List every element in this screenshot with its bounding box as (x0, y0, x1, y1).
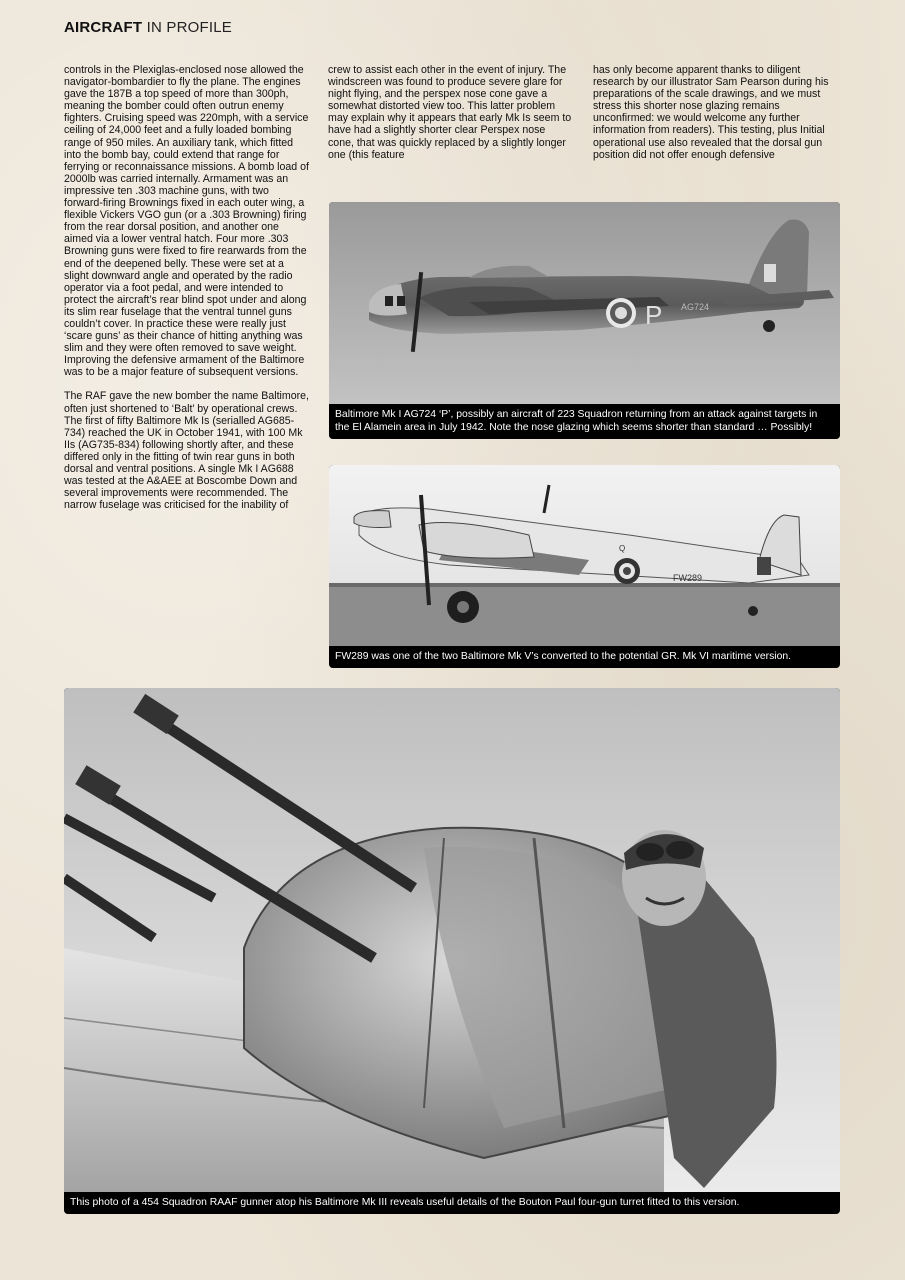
photo-caption: This photo of a 454 Squadron RAAF gunner atop his Baltimore Mk III reveals useful details of the Bouton Paul four-gun turret fitted to this version. (64, 1192, 840, 1214)
body-paragraph: has only become apparent thanks to diligent research by our illustrator Sam Pearson during his preparations of the scale drawings, and we must stress this shorter nose glazing remains unconfirmed: we would welcome any further information from readers). This testing, plus Initial operational use also revealed that the dorsal gun position did not offer enough defensive (593, 64, 829, 161)
body-paragraph: controls in the Plexiglas-enclosed nose allowed the navigator-bombardier to fly the plane. The engines gave the 187B a top speed of more than 300ph, meaning the bomber could often outrun enemy fighters. Cruising speed was 220mph, with a service ceiling of 24,000 feet and a fully loaded bombing range of 950 miles. An auxiliary tank, which fitted into the bomb bay, could extend that range for ferrying or reconnaissance missions. A bomb load of 2000lb was carried internally. Armament was an impressive ten .303 machine guns, with two forward-firing Brownings fixed in each outer wing, a flexible Vickers VGO gun (or a .303 Browning) firing from the rear dorsal position, and another one aimed via a lower ventral hatch. Four more .303 Browning guns were fixed to fire rearwards from the end of the deepened belly. These were set at a slight downward angle and operated by the radio operator via a foot pedal, and were intended to protect the aircraft’s rear blind spot under and along its slim rear fuselage that the ventral tunnel guns couldn’t cover. In practice these were really just ‘scare guns’ as their chance of hitting anything was slim and they were often removed to save weight. Improving the defensive armament of the Baltimore was to be a major feature of subsequent versions. (64, 64, 309, 379)
aircraft-serial: FW289 (673, 573, 703, 583)
photo-caption: Baltimore Mk I AG724 ‘P’, possibly an aircraft of 223 Squadron returning from an attack against targets in the El Alamein area in July 1942. Note the nose glazing which seems shorter than standard … Possibly! (329, 404, 840, 439)
text-column-3 (593, 64, 843, 161)
text-column-1 (64, 64, 310, 511)
turret-gunner-image (64, 688, 840, 1214)
section-title: IN PROFILE (146, 19, 232, 36)
aircraft-on-ground-image (329, 465, 840, 668)
aircraft-code-letter: P (645, 300, 663, 330)
body-paragraph: The RAF gave the new bomber the name Baltimore, often just shortened to ‘Balt’ by operational crews. The first of fifty Baltimore Mk Is (serialled AG685-734) reached the UK in October 1941, with 100 Mk IIs (AG735-834) following shortly after, and these differed only in the fitting of twin rear guns in both dorsal and ventral positions. A single Mk I AG688 was tested at the A&AEE at Boscombe Down and several improvements were recommended. The narrow fuselage was criticised for the inability of (64, 390, 309, 512)
photo-turret-gunner (64, 688, 840, 1214)
magazine-brand: AIRCRAFT (64, 19, 143, 36)
photo-fw289-on-ground (329, 465, 840, 668)
running-header (64, 19, 232, 36)
text-column-2 (328, 64, 573, 161)
photo-caption: FW289 was one of the two Baltimore Mk V’s converted to the potential GR. Mk VI maritime version. (329, 646, 840, 668)
aircraft-code-letter: Q (619, 544, 626, 553)
body-paragraph: crew to assist each other in the event of injury. The windscreen was found to produce severe glare for night flying, and the perspex nose cone gave a somewhat distorted view too. This latter problem may explain why it appears that early Mk Is seem to have had a slightly shorter clear Perspex nose cone, that was quickly replaced by a slightly longer one (this feature (328, 64, 572, 161)
photo-baltimore-in-flight (329, 202, 840, 439)
aircraft-serial: AG724 (681, 302, 710, 312)
